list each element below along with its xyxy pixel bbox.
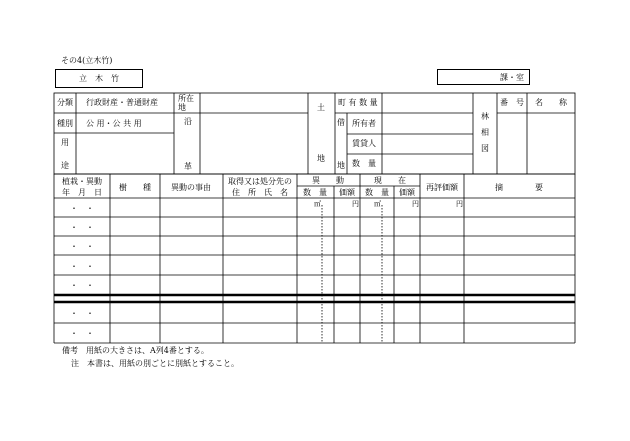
- row-date[interactable]: ・ ・: [70, 204, 94, 213]
- land-label-2: 地: [317, 154, 325, 163]
- unit-yen-revaluation: 円: [456, 200, 463, 208]
- planting-change-label: 植栽・異動: [62, 177, 102, 186]
- forest-map-label-2: 相: [481, 128, 489, 137]
- owner-label: 所有者: [352, 119, 376, 128]
- forest-map-label-1: 林: [481, 112, 489, 121]
- current-qty-header: 数 量: [365, 188, 389, 197]
- change-reason-header: 異動の事由: [171, 183, 211, 192]
- note-paper-size: 備考 用紙の大きさは、A列4番とする。: [62, 346, 209, 355]
- history-label-1: 沿: [184, 117, 192, 126]
- quantity-label: 数 量: [352, 159, 376, 168]
- department-label: 課・室: [500, 73, 524, 82]
- location-label-2: 地: [178, 103, 186, 112]
- acquirer-header-2: 住 所 氏 名: [232, 188, 288, 197]
- current-price-header: 価額: [399, 188, 415, 197]
- unit-sqm-change: ㎡: [314, 200, 321, 208]
- use-label-top: 用: [61, 138, 69, 147]
- row-date[interactable]: ・ ・: [70, 281, 94, 290]
- location-label-1: 所在: [178, 94, 194, 103]
- form-title: 立 木 竹: [79, 74, 119, 83]
- land-label-1: 土: [317, 103, 325, 112]
- change-qty-header: 数 量: [303, 188, 327, 197]
- history-label-2: 革: [184, 162, 192, 171]
- row-date[interactable]: ・ ・: [70, 309, 94, 318]
- unit-yen-current: 円: [412, 200, 419, 208]
- form-caption: その4(立木竹): [61, 56, 113, 65]
- row-date[interactable]: ・ ・: [70, 329, 94, 338]
- row-date[interactable]: ・ ・: [70, 262, 94, 271]
- type-label: 種別: [57, 119, 73, 128]
- revaluation-header: 再評価額: [426, 183, 458, 192]
- row-date[interactable]: ・ ・: [70, 223, 94, 232]
- type-value: 公 用・公 共 用: [86, 119, 142, 128]
- lease-label-1: 借: [337, 118, 345, 127]
- town-quantity-label: 町 有 数 量: [338, 98, 378, 107]
- planting-date-label: 年 月 日: [62, 188, 102, 197]
- category-label: 分類: [57, 98, 73, 107]
- lessor-label: 賃貸人: [352, 139, 376, 148]
- change-price-header: 価額: [339, 188, 355, 197]
- lease-label-2: 地: [337, 161, 345, 170]
- note-separate-sheet: 注 本書は、用紙の別ごとに別紙とすること。: [71, 359, 239, 368]
- use-label-bottom: 途: [61, 161, 69, 170]
- unit-sqm-current: ㎡: [374, 200, 381, 208]
- category-value: 行政財産・普通財産: [86, 98, 158, 107]
- forest-map-label-3: 図: [481, 144, 489, 153]
- acquirer-header-1: 取得又は処分先の: [228, 177, 292, 186]
- row-date[interactable]: ・ ・: [70, 242, 94, 251]
- current-header: 現 在: [374, 176, 406, 185]
- number-label: 番 号: [500, 98, 524, 107]
- tree-species-header: 樹 種: [119, 183, 151, 192]
- change-header: 異 動: [312, 176, 344, 185]
- summary-header: 摘 要: [495, 183, 543, 192]
- name-label: 名 称: [535, 98, 567, 107]
- unit-yen-change: 円: [352, 200, 359, 208]
